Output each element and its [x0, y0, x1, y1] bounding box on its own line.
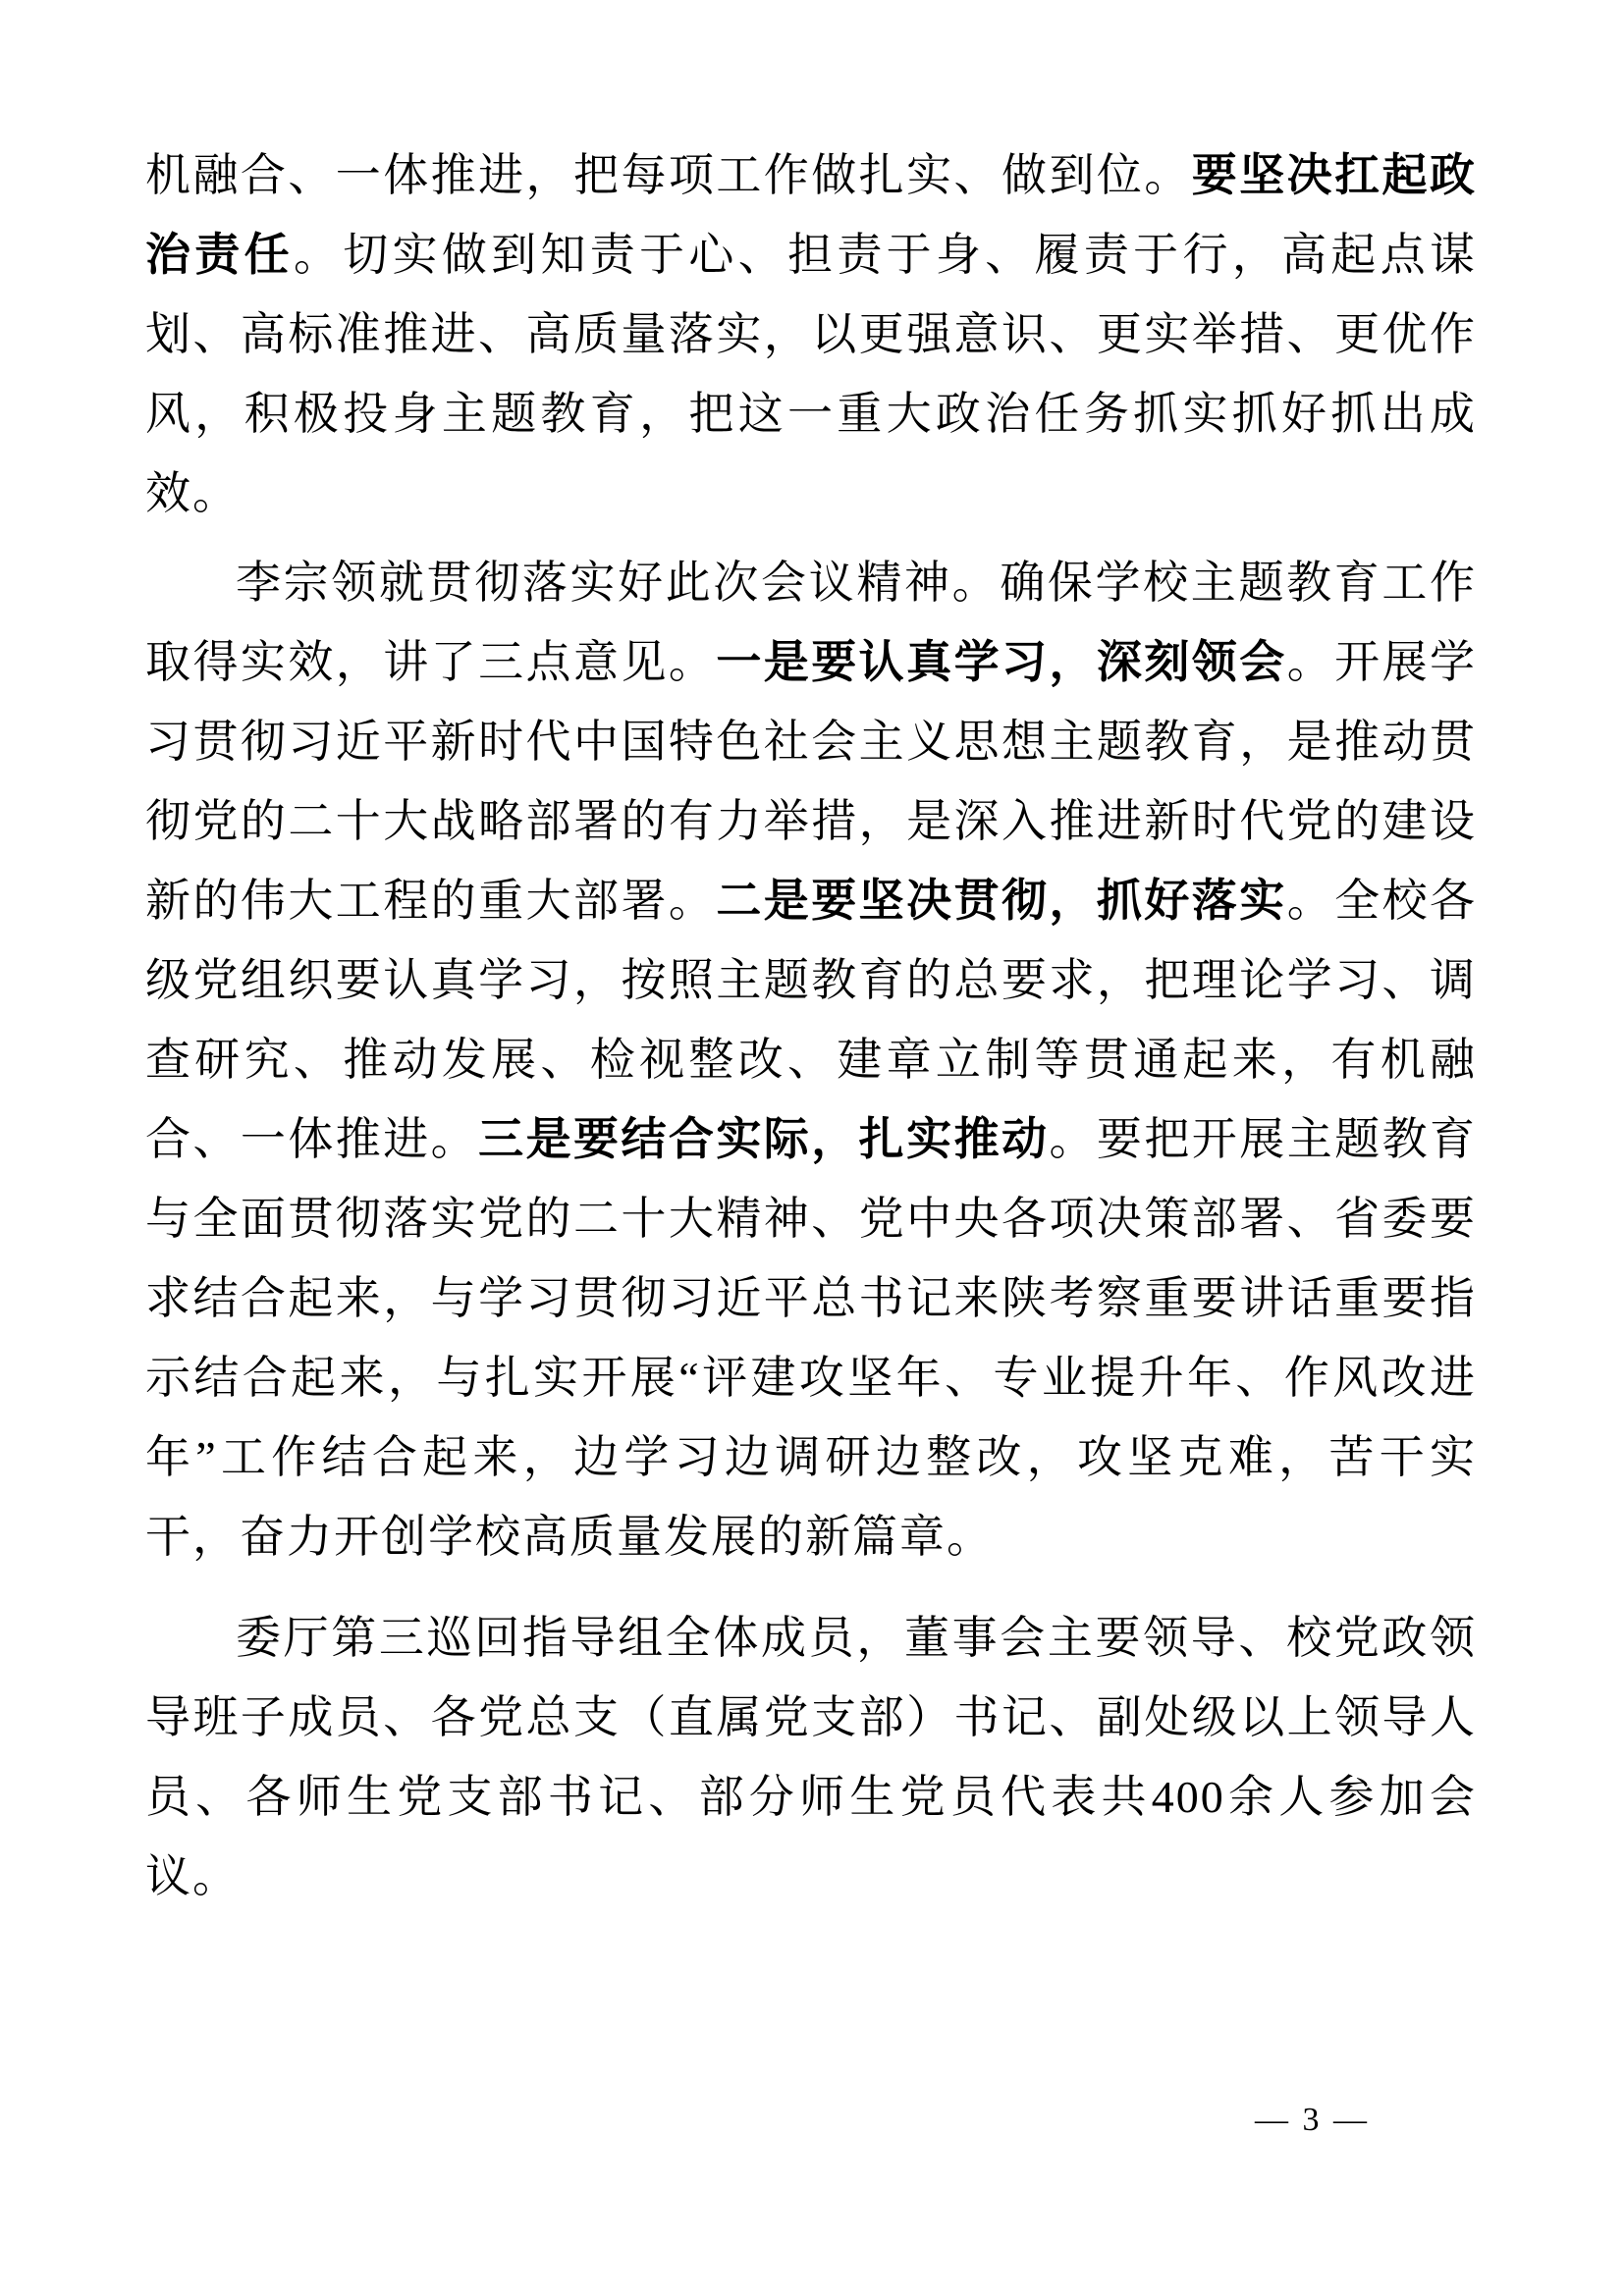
text-segment-emphasis: 二是要坚决贯彻，抓好落实: [716, 875, 1287, 926]
text-segment: 。要把开展主题教育与全面贯彻落实党的二十大精神、党中央各项决策部署、省委要求结合起来，与学习贯彻习近平总书记来陕考察重要讲话重要指示结合起来，与扎实开展“评建攻坚年、专业提升年、作风改进年”工作结合起来，边学习边调研边整改，攻坚克难，苦干实干，奋力开创学校高质量发展的新篇章。: [145, 1114, 1478, 1562]
page-number: — 3 —: [1255, 2102, 1370, 2138]
text-segment: 。开展学习贯彻习近平新时代中国特色社会主义思想主题教育，是推动贯彻党的二十大战略部署的有力举措，是深入推进新时代党的建设新的伟大工程的重大部署。: [145, 637, 1478, 926]
text-segment: 。全校各级党组织要认真学习，按照主题教育的总要求，把理论学习、调查研究、推动发展、检视整改、建章立制等贯通起来，有机融合、一体推进。: [145, 876, 1478, 1164]
text-segment-emphasis: 一是要认真学习，深刻领会: [716, 636, 1287, 687]
paragraph-3: [145, 1598, 1477, 1916]
page-body-text: [145, 135, 1477, 1916]
text-segment-emphasis: 要坚决扛起政治责任: [145, 149, 1478, 280]
text-segment: 委厅第三巡回指导组全体成员，董事会主要领导、校党政领导班子成员、各党总支（直属党支部）书记、副处级以上领导人员、各师生党支部书记、部分师生党员代表共400余人参加会议。: [145, 1613, 1477, 1901]
paragraph-2: [145, 543, 1477, 1576]
text-segment: 。切实做到知责于心、担责于身、履责于行，高起点谋划、高标准推进、高质量落实，以更强意识、更实举措、更优作风，积极投身主题教育，把这一重大政治任务抓实抓好抓出成效。: [145, 230, 1478, 518]
text-segment-emphasis: 三是要结合实际，扎实推动: [478, 1113, 1050, 1164]
text-segment: 李宗领就贯彻落实好此次会议精神。确保学校主题教育工作取得实效，讲了三点意见。: [145, 558, 1477, 687]
text-segment: 机融合、一体推进，把每项工作做扎实、做到位。: [145, 150, 1192, 200]
paragraph-1: [145, 135, 1477, 533]
